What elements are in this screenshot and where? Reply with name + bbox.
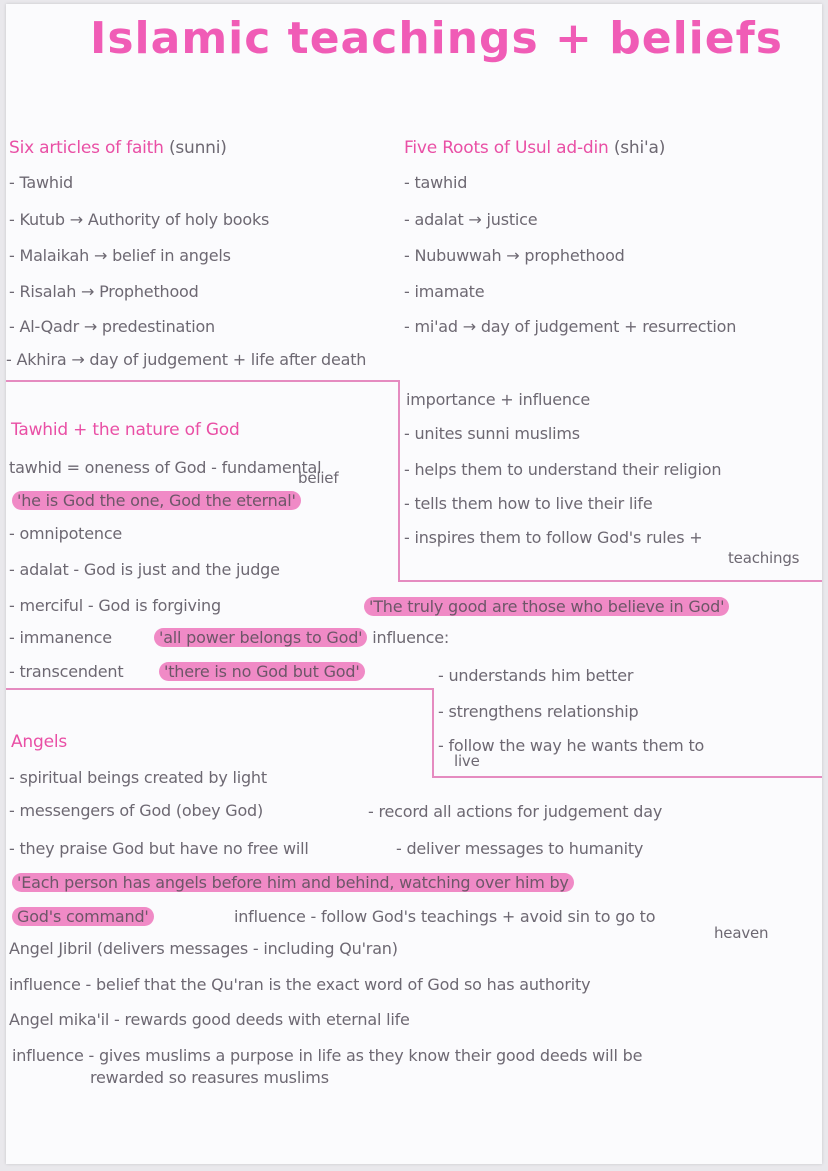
quote-no-god-text: 'there is no God but God'	[159, 662, 365, 681]
angels-deliver: - deliver messages to humanity	[396, 839, 644, 858]
page-title: Islamic teachings + beliefs	[90, 13, 783, 64]
angel-mikail-influence: influence - gives muslims a purpose in life as they know their good deeds will be	[12, 1046, 643, 1065]
quote-truly-good-text: 'The truly good are those who believe in God'	[364, 597, 729, 616]
shia-heading-text: Five Roots of Usul ad-din	[404, 138, 609, 158]
angels-quote-a	[12, 873, 574, 893]
importance-heading: importance + influence	[406, 390, 591, 409]
tawhid-item-omnipotence: - omnipotence	[9, 524, 123, 543]
tawhid-definition-sub: belief	[298, 469, 339, 487]
sunni-item-risalah: - Risalah → Prophethood	[9, 282, 199, 301]
shia-heading-note: (shi'a)	[613, 138, 666, 158]
tawhid-item-transcendent: - transcendent	[9, 662, 124, 681]
shia-item-adalat: - adalat → justice	[404, 210, 538, 229]
sunni-item-tawhid: - Tawhid	[9, 173, 74, 192]
sunni-heading	[9, 138, 227, 158]
angels-item-spiritual: - spiritual beings created by light	[9, 768, 267, 787]
sunni-item-malaikah: - Malaikah → belief in angels	[9, 246, 231, 265]
angels-item-praise: - they praise God but have no free will	[9, 839, 309, 858]
box-divider-top	[6, 380, 398, 382]
importance-item-teachings: teachings	[728, 549, 800, 567]
tawhid-influence-understands: - understands him better	[438, 666, 634, 685]
box-divider-right	[398, 380, 400, 580]
importance-item-inspires: - inspires them to follow God's rules +	[404, 528, 703, 547]
quote-truly-good	[364, 597, 729, 617]
shia-item-miad: - mi'ad → day of judgement + resurrection	[404, 317, 737, 336]
angels-quote-b-text: God's command'	[12, 907, 154, 926]
sunni-item-al-qadr: - Al-Qadr → predestination	[9, 317, 215, 336]
tawhid-item-adalat: - adalat - God is just and the judge	[9, 560, 280, 579]
angels-heading: Angels	[11, 732, 68, 752]
tawhid-influence-label: influence:	[372, 628, 450, 647]
angels-influence-one-sub: heaven	[714, 924, 769, 942]
angel-jibril-influence: influence - belief that the Qu'ran is the exact word of God so has authority	[9, 975, 591, 994]
box-divider-lower	[6, 688, 432, 690]
angels-quote-b	[12, 907, 154, 927]
box-divider-bottom	[432, 776, 822, 778]
sunni-item-kutub: - Kutub → Authority of holy books	[9, 210, 270, 229]
shia-item-nubuwwah: - Nubuwwah → prophethood	[404, 246, 625, 265]
tawhid-influence-live: live	[454, 752, 480, 770]
sunni-heading-note: (sunni)	[168, 138, 227, 158]
angel-mikail: Angel mika'il - rewards good deeds with eternal life	[9, 1010, 410, 1029]
tawhid-item-immanence: - immanence	[9, 628, 112, 647]
quote-no-god	[159, 662, 365, 682]
tawhid-quote-one	[12, 491, 301, 511]
box-divider-mid	[398, 580, 822, 582]
importance-item-live: - tells them how to live their life	[404, 494, 653, 513]
quote-all-power-text: 'all power belongs to God'	[154, 628, 367, 647]
shia-heading	[404, 138, 665, 158]
angel-mikail-influence-cont: rewarded so reasures muslims	[90, 1068, 329, 1087]
quote-all-power	[154, 628, 449, 648]
importance-item-unites: - unites sunni muslims	[404, 424, 580, 443]
tawhid-heading: Tawhid + the nature of God	[11, 420, 240, 440]
notes-page	[6, 4, 822, 1164]
angels-influence-one: influence - follow God's teachings + avoid sin to go to	[234, 907, 656, 926]
angels-record: - record all actions for judgement day	[368, 802, 663, 821]
tawhid-definition: tawhid = oneness of God - fundamental	[9, 458, 322, 477]
angel-jibril: Angel Jibril (delivers messages - including Qu'ran)	[9, 939, 398, 958]
box-divider-lower-right	[432, 688, 434, 776]
tawhid-item-merciful: - merciful - God is forgiving	[9, 596, 221, 615]
angels-item-messengers: - messengers of God (obey God)	[9, 801, 264, 820]
shia-item-tawhid: - tawhid	[404, 173, 468, 192]
importance-item-understand: - helps them to understand their religion	[404, 460, 722, 479]
tawhid-influence-follow: - follow the way he wants them to	[438, 736, 705, 755]
sunni-item-akhira: - Akhira → day of judgement + life after death	[6, 350, 367, 369]
angels-quote-a-text: 'Each person has angels before him and behind, watching over him by	[12, 873, 574, 892]
sunni-heading-text: Six articles of faith	[9, 138, 164, 158]
tawhid-influence-strengthens: - strengthens relationship	[438, 702, 639, 721]
shia-item-imamate: - imamate	[404, 282, 485, 301]
tawhid-quote-one-text: 'he is God the one, God the eternal'	[12, 491, 301, 510]
